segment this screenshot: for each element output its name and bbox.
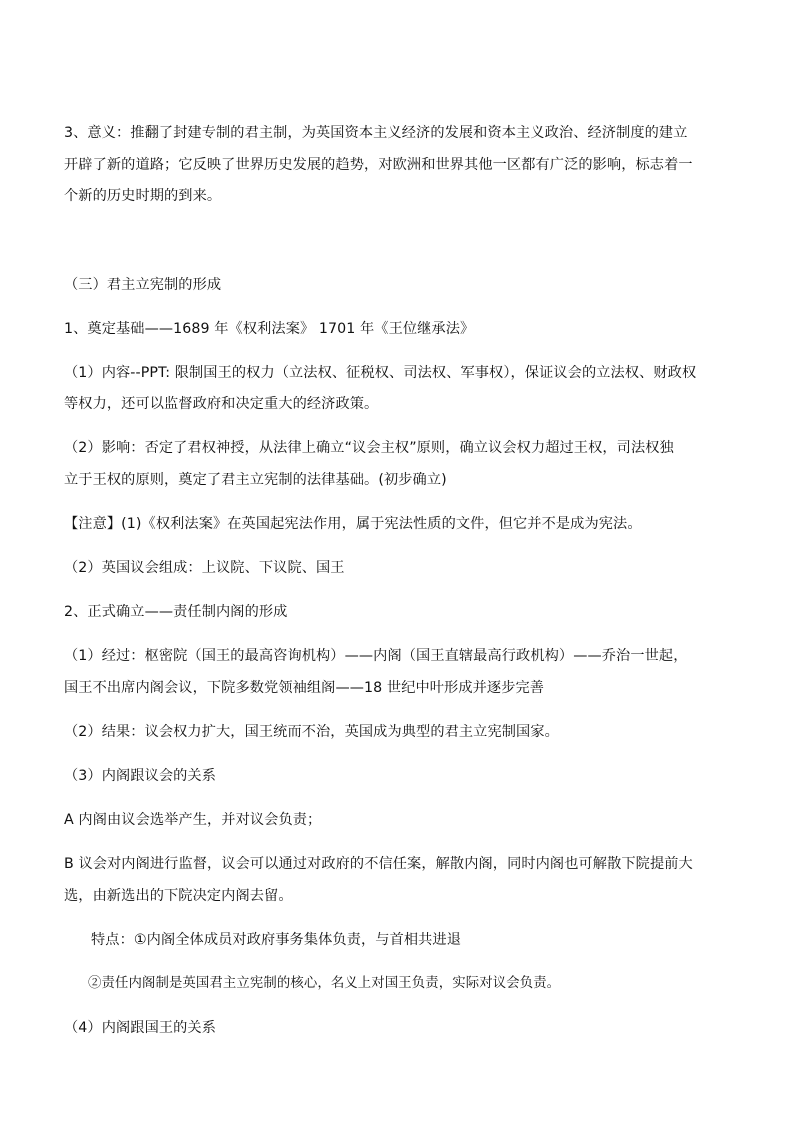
foundation-heading: 1、奠定基础——1689 年《权利法案》 1701 年《王位继承法》 — [64, 321, 475, 337]
influence-line-2: 立于王权的原则，奠定了君主立宪制的法律基础。(初步确立) — [64, 472, 447, 488]
process-line-2: 国王不出席内阁会议，下院多数党领袖组阁——18 世纪中叶形成并逐步完善 — [64, 680, 545, 696]
significance-line-2: 开辟了新的道路；它反映了世界历史发展的趋势，对欧洲和世界其他一区都有广泛的影响，标志着一 — [64, 157, 693, 173]
significance-line-1: 3、意义：推翻了封建专制的君主制，为英国资本主义经济的发展和资本主义政治、经济制度的建立 — [64, 125, 688, 141]
content-line-2: 等权力，还可以监督政府和决定重大的经济政策。 — [64, 396, 379, 412]
process-line-1: （1）经过：枢密院（国王的最高咨询机构）——内阁（国王直辖最高行政机构）——乔治一世起， — [64, 648, 688, 664]
features-line-1: 特点：①内阁全体成员对政府事务集体负责，与首相共进退 — [91, 932, 462, 948]
content-line-1: （1）内容--PPT: 限制国王的权力（立法权、征税权、司法权、军事权），保证议会的立法权、财政权 — [64, 365, 697, 381]
point-b-line-2: 选，由新选出的下院决定内阁去留。 — [64, 888, 293, 904]
parliament-composition-line: （2）英国议会组成：上议院、下议院、国王 — [64, 560, 345, 576]
cabinet-king-heading: （4）内阁跟国王的关系 — [64, 1020, 217, 1036]
point-b-line-1: B 议会对内阁进行监督，议会可以通过对政府的不信任案，解散内阁，同时内阁也可解散下院提前大 — [64, 856, 693, 872]
note-line: 【注意】(1)《权利法案》在英国起宪法作用，属于宪法性质的文件，但它并不是成为宪法。 — [64, 516, 642, 532]
influence-line-1: （2）影响：否定了君权神授，从法律上确立“议会主权”原则，确立议会权力超过王权，司法权独 — [64, 440, 674, 456]
result-line: （2）结果：议会权力扩大，国王统而不治，英国成为典型的君主立宪制国家。 — [64, 724, 559, 740]
formal-establishment-heading: 2、正式确立——责任制内阁的形成 — [64, 604, 288, 620]
cabinet-parliament-heading: （3）内阁跟议会的关系 — [64, 768, 217, 784]
section-heading: （三）君主立宪制的形成 — [64, 277, 222, 293]
features-line-2: ②责任内阁制是英国君主立宪制的核心，名义上对国王负责，实际对议会负责。 — [88, 976, 561, 991]
significance-line-3: 个新的历史时期的到来。 — [64, 188, 222, 204]
point-a-line: A 内阁由议会选举产生，并对议会负责； — [64, 812, 322, 828]
